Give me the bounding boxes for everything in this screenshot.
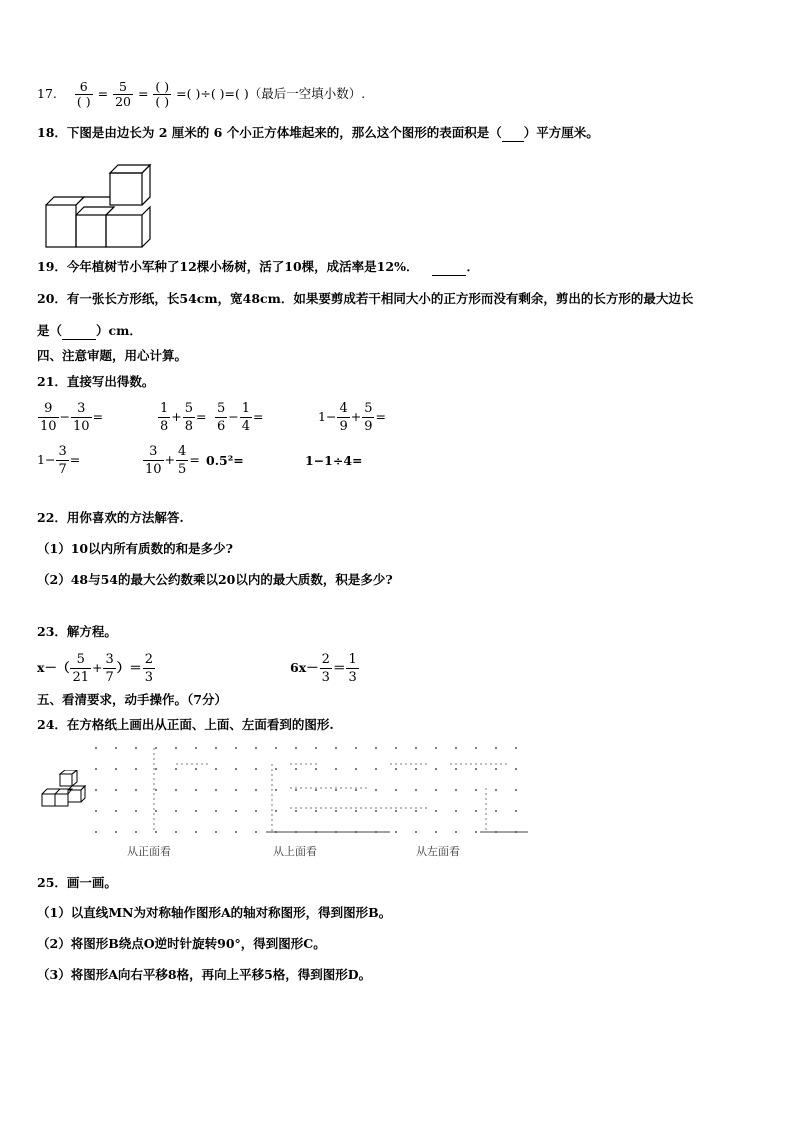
q22-title: 22．用你喜欢的方法解答. [37,510,184,525]
grid-dot [175,810,177,812]
grid-dot [455,789,457,791]
grid-dot [415,768,417,770]
q20-answer-blank[interactable] [62,323,96,340]
grid-dot [175,831,177,833]
grid-dot [135,747,137,749]
grid-dot [355,789,357,791]
q21-expr-8: 1−1÷4= [305,453,363,468]
grid-dot [135,789,137,791]
grid-dot [315,747,317,749]
grid-dot [195,810,197,812]
caption-front-view: 从正面看 [127,845,171,858]
grid-dot [475,789,477,791]
grid-dot [235,831,237,833]
grid-dot [295,768,297,770]
grid-dot [215,747,217,749]
q24-title: 24．在方格纸上画出从正面、上面、左面看到的图形. [37,717,334,732]
grid-dot [215,831,217,833]
grid-dot [115,831,117,833]
grid-dot [415,789,417,791]
q21-expr-2: $\frac{1}{8}$ + $\frac{5}{8}$ = [160,401,207,434]
grid-dot [255,789,257,791]
grid-dot [155,747,157,749]
q25-part-2: （2）将图形B绕点O逆时针旋转90°，得到图形C。 [37,936,326,951]
q21-expr-6: $\frac{3}{10}$ + $\frac{4}{5}$ = [145,444,200,477]
grid-dot [115,768,117,770]
q21-expr-3: $\frac{5}{6}$ − $\frac{1}{4}$ = [217,401,264,434]
q17-line: 17. $\frac{6}{( )}$ = $\frac{5}{20}$ = $\frac{( )}{( )}$ =( )÷( )=( )（最后一空填小数）. [37,79,366,109]
grid-dot [115,747,117,749]
grid-dot [95,768,97,770]
grid-dot [415,831,417,833]
grid-dot [495,789,497,791]
q17-fraction-2: $\frac{5}{20}$ [115,79,131,109]
q17-number: 17. [37,86,57,101]
q20-line1: 20．有一张长方形纸，长54cm，宽48cm．如果要剪成若干相同大小的正方形而没有剩余，剪出的长方形的最大边长 [37,291,694,306]
q18-question: 18．下图是由边长为 2 厘米的 6 个小正方体堆起来的，那么这个图形的表面积是（ ）平方厘米。 [37,125,599,140]
grid-dot [355,810,357,812]
q18-cube-figure [42,160,162,252]
grid-dot [495,810,497,812]
grid-dot [275,810,277,812]
grid-dot [455,768,457,770]
q25-part-3: （3）将图形A向右平移8格，再向上平移5格，得到图形D。 [37,967,372,982]
grid-dot [235,747,237,749]
grid-dot [435,747,437,749]
q17-tail: =( )÷( )=( )（最后一空填小数）. [176,86,366,101]
grid-dot [135,831,137,833]
grid-dot [375,810,377,812]
grid-dot [455,831,457,833]
grid-dot [135,768,137,770]
grid-dot [215,789,217,791]
grid-dot [275,768,277,770]
grid-dot [315,768,317,770]
section-4-heading: 四、注意审题，用心计算。 [37,348,188,363]
grid-dot [195,747,197,749]
grid-dot [295,810,297,812]
grid-dot [395,831,397,833]
grid-dot [115,789,117,791]
grid-dot [195,768,197,770]
grid-dot [235,789,237,791]
grid-dot [515,789,517,791]
grid-dot [175,768,177,770]
grid-dot [315,789,317,791]
grid-dot [235,768,237,770]
grid-dot [395,747,397,749]
grid-dot [395,789,397,791]
grid-dot [475,810,477,812]
grid-dot [115,810,117,812]
grid-dot [155,831,157,833]
grid-dot [435,768,437,770]
grid-dot [355,768,357,770]
grid-dot [395,768,397,770]
grid-dot [95,789,97,791]
q21-expr-7: 0.5²= [206,453,244,468]
grid-dot [475,747,477,749]
q24-grid-paper[interactable] [90,742,530,836]
grid-dot [375,789,377,791]
section-5-heading: 五、看清要求，动手操作。（7分） [37,692,227,707]
grid-dot [95,810,97,812]
grid-dot [335,789,337,791]
q24-cube-figure [40,770,92,810]
grid-dot [435,831,437,833]
q19-answer-blank[interactable] [432,259,466,276]
grid-dot [275,747,277,749]
grid-dot [515,768,517,770]
grid-dot [415,810,417,812]
grid-dot [335,810,337,812]
grid-dot [455,747,457,749]
caption-top-view: 从上面看 [273,845,317,858]
grid-dot [255,747,257,749]
q17-fraction-1: $\frac{6}{( )}$ [76,79,91,109]
grid-dot [95,747,97,749]
q20-line2: 是（ ）cm． [37,323,142,338]
q18-answer-blank[interactable] [502,125,524,142]
q19-question: 19．今年植树节小军种了12棵小杨树，活了10棵，成活率是12%． ． [37,259,479,274]
grid-dot [435,789,437,791]
grid-dot [395,810,397,812]
grid-dot [495,768,497,770]
grid-dot [255,810,257,812]
grid-dot [515,810,517,812]
grid-dot [475,768,477,770]
grid-dot [375,768,377,770]
grid-dot [455,810,457,812]
q22-part-1: （1）10以内所有质数的和是多少? [37,541,233,556]
grid-dot [515,747,517,749]
q21-expr-4: 1− $\frac{4}{9}$ + $\frac{5}{9}$ = [318,401,386,434]
grid-dot [175,747,177,749]
grid-dot [255,831,257,833]
grid-dot [155,810,157,812]
grid-dot [175,789,177,791]
grid-dot [295,789,297,791]
q22-part-2: （2）48与54的最大公约数乘以20以内的最大质数，积是多少? [37,572,393,587]
grid-dot [475,831,477,833]
grid-dot [215,768,217,770]
q25-title: 25．画一画。 [37,875,117,890]
q23-title: 23．解方程。 [37,624,117,639]
grid-dot [495,747,497,749]
q25-part-1: （1）以直线MN为对称轴作图形A的轴对称图形，得到图形B。 [37,905,392,920]
caption-left-view: 从左面看 [416,845,460,858]
grid-dot [195,789,197,791]
grid-dot [435,810,437,812]
grid-dot [315,810,317,812]
grid-dot [275,789,277,791]
grid-dot [195,831,197,833]
grid-dot [335,768,337,770]
grid-dot [335,747,337,749]
q21-expr-5: 1− $\frac{3}{7}$ = [37,444,81,477]
grid-dot [155,768,157,770]
grid-dot [415,747,417,749]
grid-dot [155,789,157,791]
grid-dot [235,810,237,812]
q23-equation-b: 6x－ $\frac{2}{3}$ ＝ $\frac{1}{3}$ [290,652,357,685]
q21-expr-1: $\frac{9}{10}$ − $\frac{3}{10}$ = [40,401,104,434]
q17-fraction-3: $\frac{( )}{( )}$ [155,79,170,109]
grid-dot [135,810,137,812]
q23-equation-a: x－（ $\frac{5}{21}$ + $\frac{3}{7}$ ）＝ $\frac{2}{3}$ [37,652,154,685]
grid-dot [295,747,297,749]
grid-dot [355,747,357,749]
grid-dot [375,747,377,749]
grid-dot [95,831,97,833]
grid-dot [215,810,217,812]
grid-dot [255,768,257,770]
q21-title: 21．直接写出得数。 [37,374,155,389]
